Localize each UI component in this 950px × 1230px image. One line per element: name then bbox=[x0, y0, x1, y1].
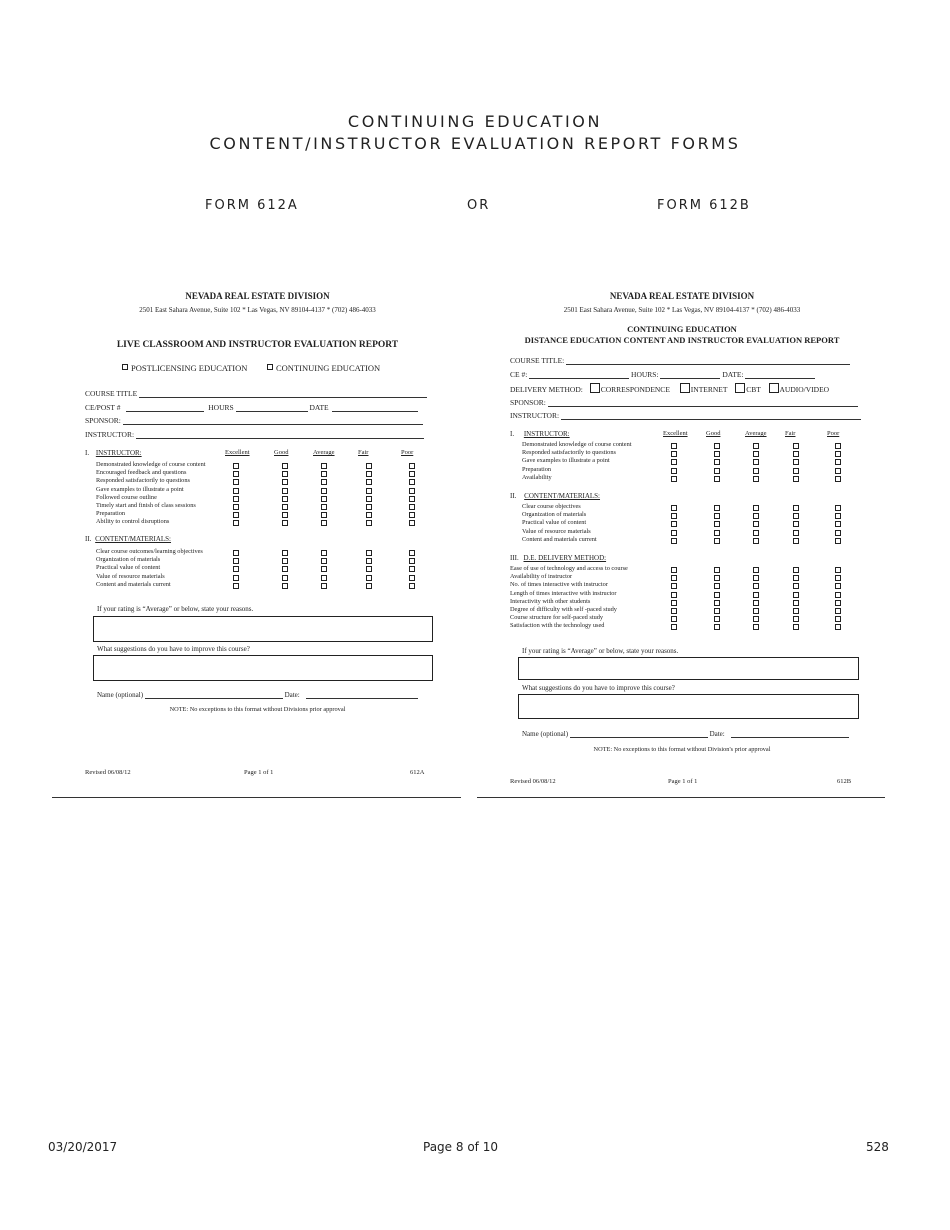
form-a-rating-item-label: Organization of materials bbox=[96, 556, 161, 564]
form-b-rating-item-label: Practical value of content bbox=[522, 519, 587, 527]
form-b-rating-checkbox[interactable] bbox=[835, 600, 841, 606]
form-b-rating-checkbox[interactable] bbox=[835, 513, 841, 519]
form-b-address: 2501 East Sahara Avenue, Suite 102 * Las Vegas, NV 89104-4137 * (702) 486-4033 bbox=[563, 306, 801, 314]
form-b-rating-item-label: Organization of materials bbox=[522, 511, 587, 519]
form-b-agency: NEVADA REAL ESTATE DIVISION bbox=[609, 291, 755, 301]
form-a-rating-checkbox[interactable] bbox=[282, 583, 288, 589]
form-a-column-header: Good bbox=[274, 449, 289, 456]
form-b-rating-checkbox[interactable] bbox=[835, 476, 841, 482]
form-a-rating-checkbox[interactable] bbox=[282, 520, 288, 526]
form-a-rating-checkbox[interactable] bbox=[321, 504, 327, 510]
form-a-revised: Revised 06/08/12 bbox=[85, 769, 131, 776]
form-a-page: Page 1 of 1 bbox=[244, 769, 274, 776]
form-b-rating-checkbox[interactable] bbox=[714, 513, 720, 519]
form-b-rating-checkbox[interactable] bbox=[835, 583, 841, 589]
form-b-rating-checkbox[interactable] bbox=[793, 600, 799, 606]
form-a-rating-checkbox[interactable] bbox=[233, 463, 239, 469]
form-b-rating-item-label: Length of times interactive with instructor bbox=[510, 589, 617, 597]
form-b-column-header: Average bbox=[745, 430, 767, 437]
form-a-rating-checkbox[interactable] bbox=[282, 504, 288, 510]
form-b-rating-checkbox[interactable] bbox=[793, 583, 799, 589]
form-b-rating-checkbox[interactable] bbox=[671, 600, 677, 606]
form-a-column-header: Excellent bbox=[225, 449, 250, 456]
form-b-rating-checkbox[interactable] bbox=[671, 608, 677, 614]
form-b-rating-checkbox[interactable] bbox=[793, 443, 799, 449]
form-a-report-title: LIVE CLASSROOM AND INSTRUCTOR EVALUATION REPORT bbox=[116, 340, 399, 350]
form-b-page: Page 1 of 1 bbox=[668, 778, 698, 785]
form-a-rating-checkbox[interactable] bbox=[321, 550, 327, 556]
form-a-rating-item-label: Encouraged feedback and questions bbox=[96, 469, 187, 477]
form-b-rating-checkbox[interactable] bbox=[671, 443, 677, 449]
form-b-delivery-field: DELIVERY METHOD: CORRESPONDENCE INTERNET CBT AUDIO/VIDEO bbox=[510, 385, 830, 394]
form-b-rating-checkbox[interactable] bbox=[753, 608, 759, 614]
form-b-rating-checkbox[interactable] bbox=[753, 459, 759, 465]
form-a-rating-checkbox[interactable] bbox=[366, 583, 372, 589]
form-b-rating-checkbox[interactable] bbox=[714, 476, 720, 482]
form-b-rating-item-label: Gave examples to illustrate a point bbox=[522, 457, 610, 465]
form-a-rating-checkbox[interactable] bbox=[233, 520, 239, 526]
form-b-rating-checkbox[interactable] bbox=[714, 592, 720, 598]
form-b-rating-checkbox[interactable] bbox=[714, 459, 720, 465]
form-b-rating-checkbox[interactable] bbox=[835, 459, 841, 465]
form-a-rating-checkbox[interactable] bbox=[409, 512, 415, 518]
form-b-rating-checkbox[interactable] bbox=[671, 624, 677, 630]
form-a-rating-item-label: Clear course outcomes/learning objectives bbox=[96, 548, 203, 555]
form-b-rating-checkbox[interactable] bbox=[753, 616, 759, 622]
form-b-instructor-field[interactable]: INSTRUCTOR: bbox=[510, 410, 861, 420]
form-b-rating-item-label: No. of times interactive with instructor bbox=[510, 581, 608, 589]
form-a-rating-checkbox[interactable] bbox=[409, 488, 415, 494]
form-b-rating-checkbox[interactable] bbox=[714, 451, 720, 457]
form-b-rating-checkbox[interactable] bbox=[753, 443, 759, 449]
form-b-course-title-field[interactable]: COURSE TITLE: bbox=[510, 355, 850, 365]
form-a-note: NOTE: No exceptions to this format without Divisions prior approval bbox=[169, 706, 346, 713]
form-b-rating-checkbox[interactable] bbox=[753, 575, 759, 581]
form-b-column-header: Good bbox=[706, 430, 721, 437]
form-a-suggestions-box[interactable] bbox=[93, 655, 433, 681]
form-a-rating-item-label: Followed course outline bbox=[96, 493, 157, 501]
form-a-rating-item-label: Demonstrated knowledge of course content bbox=[96, 461, 206, 468]
form-a-name-field[interactable]: Name (optional) Date: bbox=[97, 689, 418, 699]
form-a-rating-checkbox[interactable] bbox=[233, 566, 239, 572]
form-b-rating-checkbox[interactable] bbox=[714, 530, 720, 536]
form-b-rating-checkbox[interactable] bbox=[793, 567, 799, 573]
form-b-rating-checkbox[interactable] bbox=[714, 616, 720, 622]
form-b-rating-checkbox[interactable] bbox=[714, 521, 720, 527]
form-b-rating-checkbox[interactable] bbox=[793, 616, 799, 622]
form-a-column-header: Fair bbox=[358, 449, 369, 456]
form-b-rating-checkbox[interactable] bbox=[835, 567, 841, 573]
form-b-rating-checkbox[interactable] bbox=[835, 521, 841, 527]
form-a-rating-checkbox[interactable] bbox=[233, 558, 239, 564]
form-a-rating-checkbox[interactable] bbox=[233, 583, 239, 589]
checkbox-icon[interactable] bbox=[769, 383, 779, 393]
form-a-option-post[interactable]: POSTLICENSING EDUCATION bbox=[122, 363, 247, 373]
form-b-rating-checkbox[interactable] bbox=[671, 567, 677, 573]
form-b-rating-checkbox[interactable] bbox=[793, 459, 799, 465]
footer-page: Page 8 of 10 bbox=[423, 1140, 498, 1154]
form-a-rating-item-label: Preparation bbox=[96, 510, 126, 518]
form-a-rating-checkbox[interactable] bbox=[366, 575, 372, 581]
form-a-rating-checkbox[interactable] bbox=[366, 550, 372, 556]
form-b-rating-checkbox[interactable] bbox=[793, 476, 799, 482]
form-a-rating-checkbox[interactable] bbox=[321, 463, 327, 469]
form-b-column-header: Excellent bbox=[663, 430, 688, 437]
form-a-question1: If your rating is “Average” or below, state your reasons. bbox=[97, 605, 254, 613]
form-a-address: 2501 East Sahara Avenue, Suite 102 * Las Vegas, NV 89104-4137 * (702) 486-4033 bbox=[139, 306, 376, 314]
form-b-rating-checkbox[interactable] bbox=[671, 616, 677, 622]
form-b-rating-checkbox[interactable] bbox=[671, 530, 677, 536]
form-a-rating-checkbox[interactable] bbox=[321, 566, 327, 572]
form-a-rating-checkbox[interactable] bbox=[321, 575, 327, 581]
form-a-rating-checkbox[interactable] bbox=[366, 479, 372, 485]
form-a-ce-post-field[interactable]: CE/POST # HOURS DATE bbox=[85, 402, 418, 412]
form-a-rating-checkbox[interactable] bbox=[366, 488, 372, 494]
form-b-rating-checkbox[interactable] bbox=[793, 530, 799, 536]
checkbox-icon[interactable] bbox=[680, 383, 690, 393]
form-a-rating-checkbox[interactable] bbox=[233, 471, 239, 477]
form-a-rating-checkbox[interactable] bbox=[409, 583, 415, 589]
form-a-rating-checkbox[interactable] bbox=[409, 504, 415, 510]
form-b-reasons-box[interactable] bbox=[518, 657, 859, 680]
form-a-rating-checkbox[interactable] bbox=[282, 463, 288, 469]
form-b-report-title2: DISTANCE EDUCATION CONTENT AND INSTRUCTOR EVALUATION REPORT bbox=[524, 335, 840, 345]
form-a-rating-checkbox[interactable] bbox=[282, 566, 288, 572]
form-a-rating-item-label: Timely start and finish of class sessions bbox=[96, 502, 196, 509]
form-b-rating-checkbox[interactable] bbox=[671, 451, 677, 457]
form-a-rating-checkbox[interactable] bbox=[282, 471, 288, 477]
form-b-rating-item-label: Value of resource materials bbox=[522, 527, 591, 535]
form-b-rating-checkbox[interactable] bbox=[671, 521, 677, 527]
form-b-rating-checkbox[interactable] bbox=[835, 530, 841, 536]
form-b-question2: What suggestions do you have to improve this course? bbox=[522, 684, 675, 692]
form-b-rating-checkbox[interactable] bbox=[835, 592, 841, 598]
form-a-rating-checkbox[interactable] bbox=[233, 496, 239, 502]
form-a-rating-checkbox[interactable] bbox=[282, 558, 288, 564]
form-b-rating-checkbox[interactable] bbox=[671, 538, 677, 544]
form-b-rating-checkbox[interactable] bbox=[753, 468, 759, 474]
form-b-rating-checkbox[interactable] bbox=[714, 505, 720, 511]
form-b-rating-checkbox[interactable] bbox=[753, 583, 759, 589]
form-b-rating-checkbox[interactable] bbox=[835, 538, 841, 544]
form-b-column-header: Poor bbox=[827, 430, 840, 437]
form-b-rating-checkbox[interactable] bbox=[793, 468, 799, 474]
form-b-rating-checkbox[interactable] bbox=[793, 575, 799, 581]
or-label: OR bbox=[467, 198, 491, 213]
form-a-rating-checkbox[interactable] bbox=[321, 488, 327, 494]
form-b-rating-checkbox[interactable] bbox=[671, 583, 677, 589]
form-a-instructor-field[interactable]: INSTRUCTOR: bbox=[85, 429, 424, 439]
form-a-rating-checkbox[interactable] bbox=[409, 520, 415, 526]
form-a-rating-item-label: Ability to control disruptions bbox=[96, 518, 170, 526]
form-b-rating-checkbox[interactable] bbox=[753, 592, 759, 598]
form-b-rating-item-label: Satisfaction with the technology used bbox=[510, 622, 605, 630]
form-b-rating-checkbox[interactable] bbox=[753, 521, 759, 527]
form-b-label: FORM 612B bbox=[657, 198, 751, 213]
form-a-column-header: Average bbox=[313, 449, 335, 456]
form-b-rating-item-label: Availability bbox=[522, 473, 552, 481]
form-a-rating-checkbox[interactable] bbox=[409, 550, 415, 556]
form-a-rating-checkbox[interactable] bbox=[282, 512, 288, 518]
form-a-rating-checkbox[interactable] bbox=[366, 520, 372, 526]
form-a-rating-checkbox[interactable] bbox=[233, 504, 239, 510]
checkbox-icon[interactable] bbox=[735, 383, 745, 393]
form-b-rating-checkbox[interactable] bbox=[753, 624, 759, 630]
form-a-rating-checkbox[interactable] bbox=[366, 566, 372, 572]
form-b-sponsor-field[interactable]: SPONSOR: bbox=[510, 397, 858, 407]
form-a-rating-checkbox[interactable] bbox=[321, 558, 327, 564]
form-a-rating-checkbox[interactable] bbox=[233, 550, 239, 556]
form-a-rating-checkbox[interactable] bbox=[366, 512, 372, 518]
form-a-agency: NEVADA REAL ESTATE DIVISION bbox=[185, 291, 330, 301]
form-b-rating-checkbox[interactable] bbox=[793, 521, 799, 527]
form-a-rating-checkbox[interactable] bbox=[409, 471, 415, 477]
form-b-rating-checkbox[interactable] bbox=[793, 538, 799, 544]
form-b-rating-item-label: Clear course objectives bbox=[522, 503, 581, 510]
form-b-section2-heading: II. CONTENT/MATERIALS: bbox=[510, 492, 601, 500]
form-b-rating-checkbox[interactable] bbox=[753, 567, 759, 573]
form-612a bbox=[60, 285, 460, 785]
form-b-rating-checkbox[interactable] bbox=[753, 538, 759, 544]
form-b-code: 612B bbox=[837, 778, 852, 785]
form-b-rating-checkbox[interactable] bbox=[793, 451, 799, 457]
form-b-question1: If your rating is “Average” or below, state your reasons. bbox=[522, 647, 679, 655]
form-b-rating-checkbox[interactable] bbox=[753, 600, 759, 606]
form-a-rating-item-label: Gave examples to illustrate a point bbox=[96, 485, 184, 493]
form-a-rating-checkbox[interactable] bbox=[366, 463, 372, 469]
form-b-rating-item-label: Degree of difficulty with self -paced study bbox=[510, 606, 617, 613]
form-b-rating-item-label: Preparation bbox=[522, 465, 552, 473]
form-b-note: NOTE: No exceptions to this format without Division's prior approval bbox=[593, 746, 771, 753]
form-b-rating-checkbox[interactable] bbox=[671, 513, 677, 519]
form-a-rating-checkbox[interactable] bbox=[321, 520, 327, 526]
form-b-rating-checkbox[interactable] bbox=[835, 616, 841, 622]
form-a-rating-checkbox[interactable] bbox=[282, 550, 288, 556]
form-b-rating-checkbox[interactable] bbox=[714, 608, 720, 614]
checkbox-icon[interactable] bbox=[122, 364, 128, 370]
form-a-rating-checkbox[interactable] bbox=[233, 512, 239, 518]
form-a-rating-checkbox[interactable] bbox=[282, 479, 288, 485]
form-a-bottom-rule bbox=[52, 797, 461, 798]
form-b-rating-checkbox[interactable] bbox=[671, 468, 677, 474]
form-b-rating-checkbox[interactable] bbox=[793, 624, 799, 630]
form-b-rating-item-label: Interactivity with other students bbox=[510, 597, 591, 605]
form-b-rating-checkbox[interactable] bbox=[753, 530, 759, 536]
form-a-rating-checkbox[interactable] bbox=[233, 488, 239, 494]
form-a-section2-heading: II. CONTENT/MATERIALS: bbox=[85, 535, 172, 543]
page-title-line1: CONTINUING EDUCATION bbox=[347, 112, 603, 131]
form-a-rating-checkbox[interactable] bbox=[366, 504, 372, 510]
form-b-rating-checkbox[interactable] bbox=[835, 624, 841, 630]
form-a-rating-checkbox[interactable] bbox=[366, 471, 372, 477]
form-b-rating-checkbox[interactable] bbox=[793, 505, 799, 511]
form-a-rating-checkbox[interactable] bbox=[321, 512, 327, 518]
form-b-rating-checkbox[interactable] bbox=[753, 513, 759, 519]
form-b-rating-checkbox[interactable] bbox=[753, 451, 759, 457]
form-a-rating-item-label: Practical value of content bbox=[96, 564, 161, 572]
form-b-rating-checkbox[interactable] bbox=[714, 538, 720, 544]
form-b-rating-item-label: Demonstrated knowledge of course content bbox=[522, 441, 632, 448]
page-title-line2: CONTENT/INSTRUCTOR EVALUATION REPORT FORMS bbox=[209, 134, 741, 153]
form-b-rating-item-label: Responded satisfactorily to questions bbox=[522, 449, 616, 457]
form-a-rating-checkbox[interactable] bbox=[409, 463, 415, 469]
form-b-ce-field[interactable]: CE #: HOURS: DATE: bbox=[510, 369, 815, 379]
form-b-rating-checkbox[interactable] bbox=[671, 575, 677, 581]
form-b-rating-checkbox[interactable] bbox=[714, 624, 720, 630]
form-b-bottom-rule bbox=[477, 797, 885, 798]
form-b-section1-heading: I. INSTRUCTOR: bbox=[510, 430, 570, 438]
form-a-rating-checkbox[interactable] bbox=[409, 496, 415, 502]
form-b-rating-checkbox[interactable] bbox=[835, 575, 841, 581]
form-a-rating-checkbox[interactable] bbox=[409, 575, 415, 581]
form-b-rating-item-label: Ease of use of technology and access to course bbox=[510, 565, 628, 572]
form-a-rating-checkbox[interactable] bbox=[282, 488, 288, 494]
form-b-rating-checkbox[interactable] bbox=[793, 592, 799, 598]
form-b-rating-checkbox[interactable] bbox=[714, 583, 720, 589]
form-a-code: 612A bbox=[410, 769, 425, 776]
form-b-rating-item-label: Course structure for self-paced study bbox=[510, 614, 604, 622]
form-a-rating-checkbox[interactable] bbox=[409, 479, 415, 485]
form-b-rating-item-label: Content and materials current bbox=[522, 535, 597, 543]
form-b-rating-checkbox[interactable] bbox=[714, 600, 720, 606]
form-b-rating-checkbox[interactable] bbox=[714, 443, 720, 449]
form-a-rating-checkbox[interactable] bbox=[321, 583, 327, 589]
footer-number: 528 bbox=[866, 1140, 889, 1154]
form-b-column-header: Fair bbox=[785, 430, 796, 437]
form-b-report-title1: CONTINUING EDUCATION bbox=[627, 324, 737, 334]
form-b-rating-checkbox[interactable] bbox=[835, 505, 841, 511]
form-b-rating-checkbox[interactable] bbox=[714, 567, 720, 573]
form-a-rating-checkbox[interactable] bbox=[233, 479, 239, 485]
form-a-rating-checkbox[interactable] bbox=[409, 566, 415, 572]
form-b-rating-checkbox[interactable] bbox=[671, 592, 677, 598]
form-a-column-header: Poor bbox=[401, 449, 414, 456]
form-a-rating-checkbox[interactable] bbox=[409, 558, 415, 564]
checkbox-icon[interactable] bbox=[267, 364, 273, 370]
form-a-sponsor-field[interactable]: SPONSOR: bbox=[85, 415, 423, 425]
checkbox-icon[interactable] bbox=[590, 383, 600, 393]
form-a-rating-checkbox[interactable] bbox=[321, 479, 327, 485]
form-a-course-title-field[interactable]: COURSE TITLE bbox=[85, 388, 427, 398]
form-a-rating-item-label: Content and materials current bbox=[96, 580, 171, 588]
form-a-option-ce[interactable]: CONTINUING EDUCATION bbox=[267, 363, 380, 373]
form-a-rating-checkbox[interactable] bbox=[321, 496, 327, 502]
form-b-rating-checkbox[interactable] bbox=[793, 608, 799, 614]
form-b-rating-checkbox[interactable] bbox=[835, 443, 841, 449]
form-a-label: FORM 612A bbox=[205, 198, 299, 213]
form-b-section3-heading: III. D.E. DELIVERY METHOD: bbox=[510, 554, 607, 562]
form-a-rating-item-label: Value of resource materials bbox=[96, 572, 165, 580]
form-612b bbox=[505, 285, 890, 790]
form-b-rating-checkbox[interactable] bbox=[835, 468, 841, 474]
form-a-rating-checkbox[interactable] bbox=[366, 558, 372, 564]
form-b-rating-checkbox[interactable] bbox=[793, 513, 799, 519]
form-b-rating-checkbox[interactable] bbox=[835, 451, 841, 457]
form-a-rating-checkbox[interactable] bbox=[366, 496, 372, 502]
form-a-rating-checkbox[interactable] bbox=[233, 575, 239, 581]
form-a-rating-checkbox[interactable] bbox=[321, 471, 327, 477]
form-a-rating-checkbox[interactable] bbox=[282, 496, 288, 502]
form-b-rating-checkbox[interactable] bbox=[714, 575, 720, 581]
form-b-rating-checkbox[interactable] bbox=[753, 476, 759, 482]
form-a-rating-checkbox[interactable] bbox=[282, 575, 288, 581]
form-a-rating-item-label: Responded satisfactorily to questions bbox=[96, 477, 190, 485]
form-b-name-field[interactable]: Name (optional) Date: bbox=[522, 728, 849, 738]
form-b-rating-checkbox[interactable] bbox=[714, 468, 720, 474]
form-b-rating-checkbox[interactable] bbox=[671, 476, 677, 482]
form-b-rating-checkbox[interactable] bbox=[671, 459, 677, 465]
form-b-rating-checkbox[interactable] bbox=[835, 608, 841, 614]
form-a-question2: What suggestions do you have to improve this course? bbox=[97, 645, 250, 653]
form-b-rating-item-label: Availability of instructor bbox=[510, 573, 573, 581]
form-a-section1-heading: I. INSTRUCTOR: bbox=[85, 449, 142, 457]
footer-date: 03/20/2017 bbox=[48, 1140, 118, 1154]
form-b-rating-checkbox[interactable] bbox=[753, 505, 759, 511]
form-b-revised: Revised 06/08/12 bbox=[510, 778, 556, 785]
form-b-suggestions-box[interactable] bbox=[518, 694, 859, 719]
form-b-rating-checkbox[interactable] bbox=[671, 505, 677, 511]
form-a-reasons-box[interactable] bbox=[93, 616, 433, 642]
